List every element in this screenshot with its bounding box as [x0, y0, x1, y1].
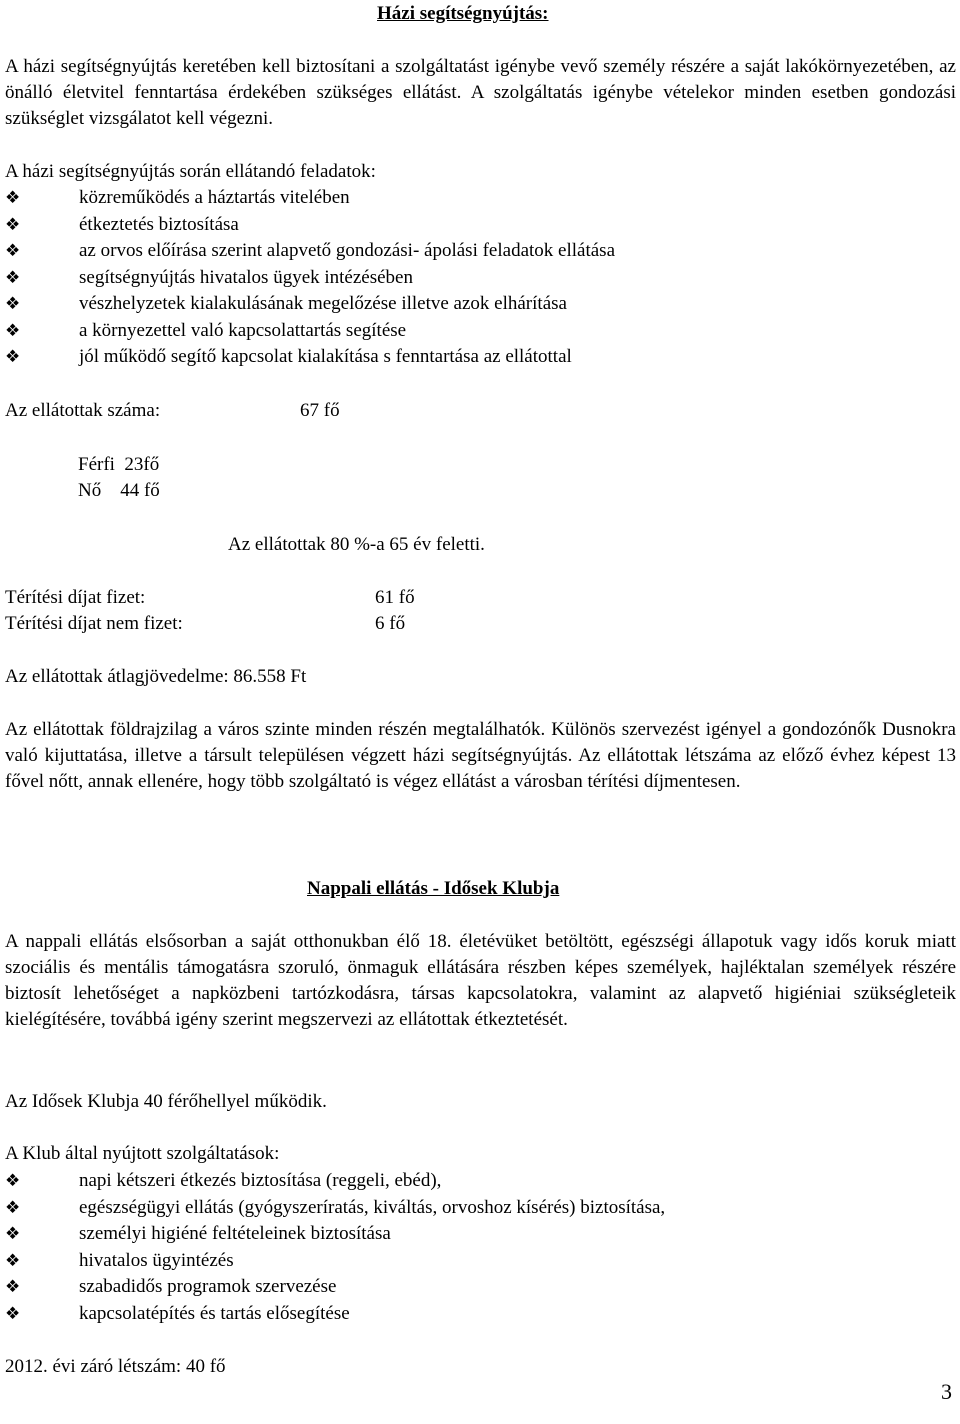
count-label: Az ellátottak száma: — [5, 400, 161, 421]
closing-count: 2012. évi záró létszám: 40 fő — [5, 1356, 226, 1377]
list-item-text: napi kétszeri étkezés biztosítása (reggeli, ebéd), — [79, 1170, 442, 1191]
list-item-text: az orvos előírása szerint alapvető gondozási- ápolási feladatok ellátása — [79, 240, 615, 261]
list-item-text: egészségügyi ellátás (gyógyszeríratás, kiváltás, orvoshoz kísérés) biztosítása, — [79, 1196, 666, 1218]
bullet-diamond-icon: ❖ — [5, 1224, 21, 1243]
list-item-text: vészhelyzetek kialakulásának megelőzése illetve azok elhárítása — [79, 293, 567, 314]
list-item-text: a környezettel való kapcsolattartás segítése — [79, 319, 407, 341]
nappali-intro-paragraph: A nappali ellátás elsősorban a saját otthonukban élő 18. életévüket betöltött, egészségi állapotuk vagy idős koruk miatt szociális és mentális támogatásra szoruló, önmaguk ellátására részben képes személyek, hajléktalan személyek részére biztosít lehetőséget a napközbeni tartózkodásra, társas kapcsolatokra, valamint az alapvető higiéniai szükségleteik kielégítésére, továbbá igény szerint megszervezi az ellátottak étkeztetését. — [5, 931, 956, 1030]
female-count: Nő 44 fő — [78, 480, 160, 501]
section-title-hazi: Házi segítségnyújtás: — [377, 3, 549, 24]
section-title-nappali: Nappali ellátás - Idősek Klubja — [307, 878, 560, 899]
closing-paragraph: Az ellátottak földrajzilag a város szinte minden részén megtalálhatók. Különös szervezést igényel a gondozónők Dusnokra való kijuttatása, illetve a társult településen végzett házi segítségnyújtás. Az ellátottak létszáma az előző évhez képest 13 fővel nőtt, annak ellenére, hogy több szolgáltató is végez ellátást a városban térítési díjmentesen. — [5, 719, 956, 792]
bullet-diamond-icon: ❖ — [5, 188, 21, 207]
bullet-diamond-icon: ❖ — [5, 294, 21, 313]
list-item-text: szabadidős programok szervezése — [79, 1276, 337, 1297]
bullet-diamond-icon: ❖ — [5, 1197, 21, 1217]
bullet-diamond-icon: ❖ — [5, 1277, 21, 1296]
over65-ratio: Az ellátottak 80 %-a 65 év feletti. — [228, 534, 485, 555]
capacity-text: Az Idősek Klubja 40 férőhellyel működik. — [5, 1091, 327, 1112]
bullet-diamond-icon: ❖ — [5, 241, 21, 260]
list-item-text: hivatalos ügyintézés — [79, 1249, 234, 1271]
list-item-text: étkeztetés biztosítása — [79, 213, 239, 235]
page-number: 3 — [941, 1379, 952, 1404]
list-item-text: közreműködés a háztartás vitelében — [79, 187, 350, 208]
fee-nopay-label: Térítési díjat nem fizet: — [5, 613, 183, 634]
avg-income: Az ellátottak átlagjövedelme: 86.558 Ft — [5, 666, 307, 687]
bullet-diamond-icon: ❖ — [5, 1250, 21, 1270]
fee-nopay-value: 6 fő — [375, 613, 406, 634]
services-heading: A Klub által nyújtott szolgáltatások: — [5, 1143, 280, 1164]
fee-pay-value: 61 fő — [375, 587, 415, 608]
bullet-diamond-icon: ❖ — [5, 214, 21, 234]
bullet-diamond-icon: ❖ — [5, 1171, 21, 1190]
list-item-text: kapcsolatépítés és tartás elősegítése — [79, 1302, 350, 1324]
bullet-diamond-icon: ❖ — [5, 320, 21, 340]
male-count: Férfi 23fő — [78, 454, 160, 475]
bullet-diamond-icon: ❖ — [5, 1303, 21, 1323]
list-item-text: segítségnyújtás hivatalos ügyek intézésében — [79, 266, 413, 288]
count-value: 67 fő — [300, 400, 340, 421]
bullet-diamond-icon: ❖ — [5, 347, 21, 366]
list-item-text: jól működő segítő kapcsolat kialakítása s fenntartása az ellátottal — [79, 346, 572, 367]
bullet-diamond-icon: ❖ — [5, 267, 21, 287]
tasks-heading: A házi segítségnyújtás során ellátandó feladatok: — [5, 161, 376, 182]
intro-paragraph: A házi segítségnyújtás keretében kell biztosítani a szolgáltatást igénybe vevő személy részére a saját lakókörnyezetében, az önálló életvitel fenntartása érdekében szükséges ellátást. A szolgáltatás igénybe vételekor minden esetben gondozási szükséglet vizsgálatot kell végezni. — [5, 56, 956, 129]
fee-pay-label: Térítési díjat fizet: — [5, 587, 146, 608]
list-item-text: személyi higiéné feltételeinek biztosítása — [79, 1223, 391, 1244]
